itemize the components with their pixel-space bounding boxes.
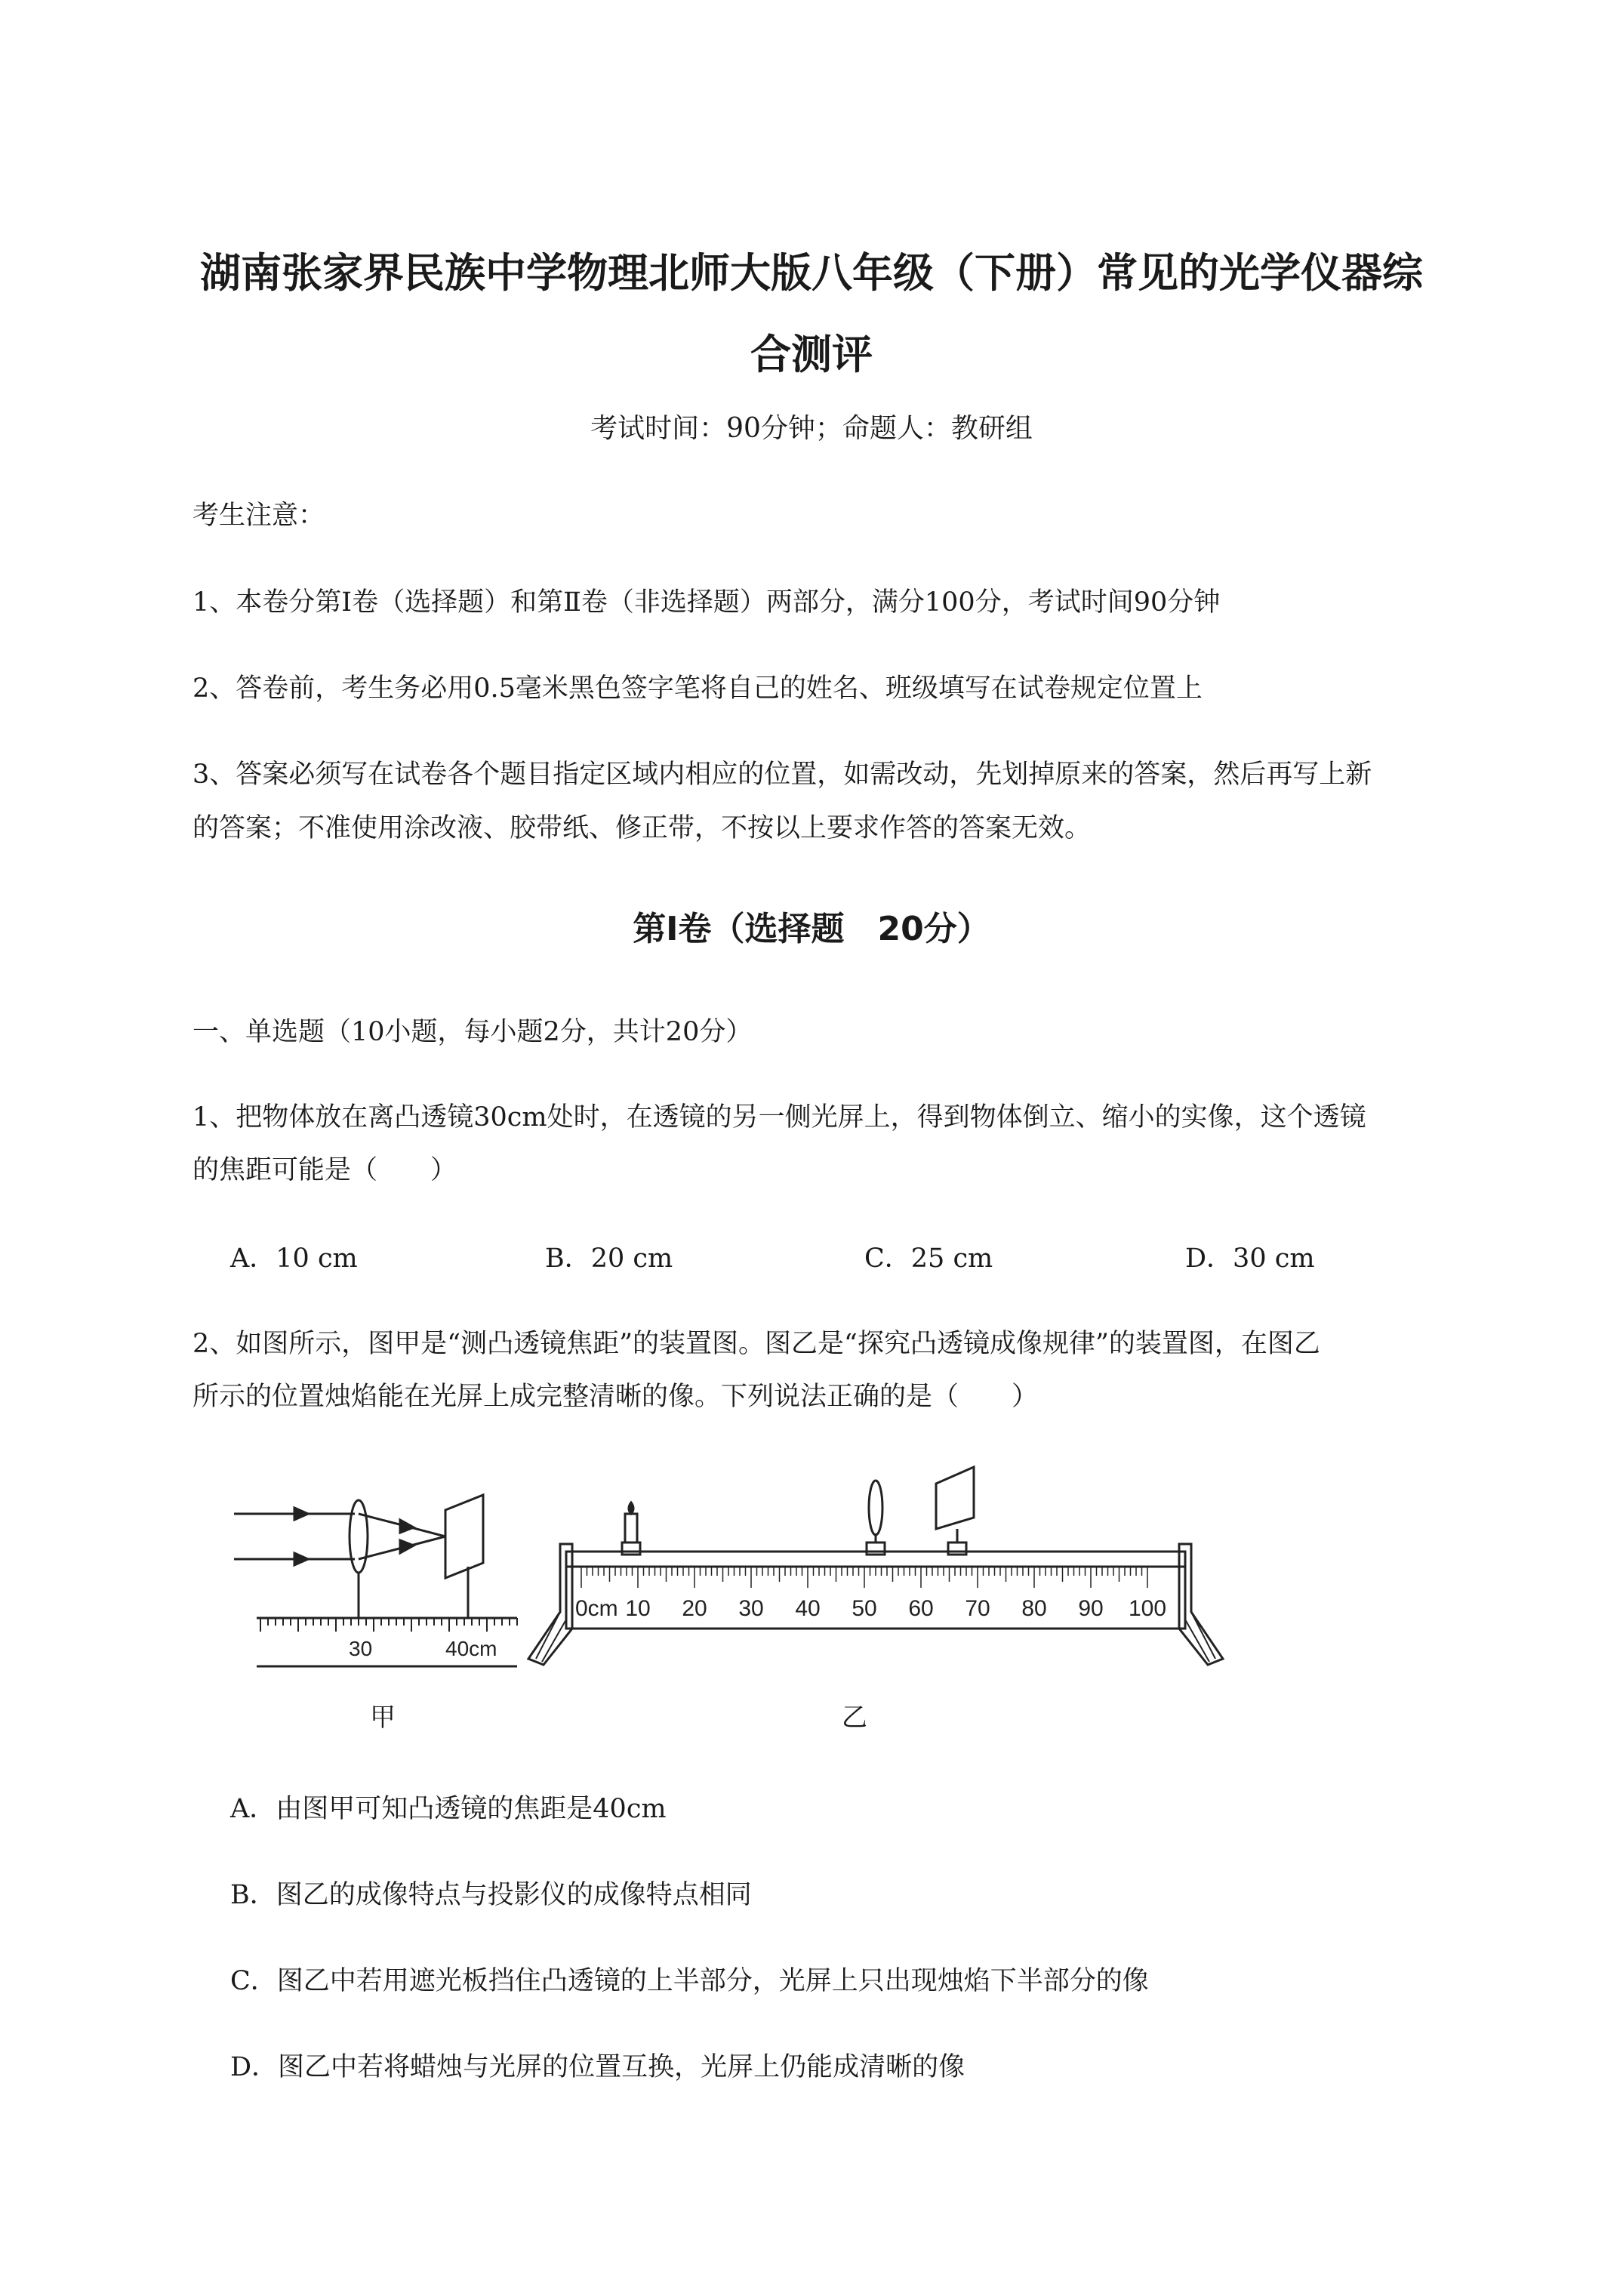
q2-option-d: D．图乙中若将蜡烛与光屏的位置互换，光屏上仍能成清晰的像 <box>230 2052 965 2082</box>
exam-title-line2: 合测评 <box>750 331 873 378</box>
q2-option-b: B．图乙的成像特点与投影仪的成像特点相同 <box>230 1880 752 1910</box>
exam-title-line1: 湖南张家界民族中学物理北师大版八年级（下册）常见的光学仪器综 <box>200 249 1423 297</box>
q1-option-d: D．30 cm <box>1185 1244 1315 1274</box>
scale-b-label: 30 <box>738 1596 764 1621</box>
q1-option-a: A．10 cm <box>230 1244 358 1274</box>
figure-b-apparatus <box>528 1467 1223 1665</box>
part-heading: 一、单选题（10小题，每小题2分，共计20分） <box>192 1017 753 1047</box>
scale-b-label: 10 <box>625 1596 651 1621</box>
scale-b-label: 50 <box>852 1596 877 1621</box>
q1-option-b: B．20 cm <box>545 1244 673 1274</box>
scale-b-label: 40 <box>795 1596 821 1621</box>
scale-a-label: 40cm <box>445 1637 497 1660</box>
notice-item-3: 3、答案必须写在试卷各个题目指定区域内相应的位置，如需改动，先划掉原来的答案，然后再写上新 <box>192 760 1372 790</box>
q2-option-a: A．由图甲可知凸透镜的焦距是40cm <box>230 1794 667 1824</box>
scale-b-label: 80 <box>1021 1596 1047 1621</box>
light-screen <box>936 1467 974 1555</box>
scale-b-label: 0cm <box>575 1596 618 1621</box>
optics-apparatus-figure <box>219 1461 1261 1687</box>
scale-a-label: 30 <box>349 1637 373 1660</box>
q1-stem-line1: 1、把物体放在离凸透镜30cm处时，在透镜的另一侧光屏上，得到物体倒立、缩小的实像，这个透镜 <box>192 1102 1366 1133</box>
notice-item-3-cont: 的答案；不准使用涂改液、胶带纸、修正带，不按以上要求作答的答案无效。 <box>192 813 1092 843</box>
q2-stem-line2: 所示的位置烛焰能在光屏上成完整清晰的像。下列说法正确的是（ ） <box>192 1382 1039 1412</box>
scale-b-label: 100 <box>1128 1596 1167 1621</box>
figure-b-caption: 乙 <box>842 1703 867 1733</box>
q2-option-c: C．图乙中若用遮光板挡住凸透镜的上半部分，光屏上只出现烛焰下半部分的像 <box>230 1966 1149 1996</box>
scale-b-label: 70 <box>965 1596 990 1621</box>
convex-lens <box>867 1481 885 1555</box>
notice-item-1: 1、本卷分第Ⅰ卷（选择题）和第Ⅱ卷（非选择题）两部分，满分100分，考试时间90分钟 <box>192 587 1221 618</box>
exam-subtitle: 考试时间：90分钟；命题人：教研组 <box>590 413 1033 444</box>
q1-option-c: C．25 cm <box>864 1244 993 1274</box>
section-title: 第Ⅰ卷（选择题 20分） <box>633 910 990 948</box>
notice-heading: 考生注意： <box>192 501 325 531</box>
candle <box>622 1502 640 1555</box>
q1-stem-line2: 的焦距可能是（ ） <box>192 1155 457 1185</box>
scale-b-label: 90 <box>1078 1596 1104 1621</box>
notice-item-2: 2、答卷前，考生务必用0.5毫米黑色签字笔将自己的姓名、班级填写在试卷规定位置上 <box>192 673 1203 704</box>
q2-stem-line1: 2、如图所示，图甲是“测凸透镜焦距”的装置图。图乙是“探究凸透镜成像规律”的装置图，在图乙 <box>192 1329 1320 1359</box>
scale-b-label: 20 <box>682 1596 707 1621</box>
figure-a-caption: 甲 <box>370 1703 396 1733</box>
scale-b-label: 60 <box>908 1596 934 1621</box>
